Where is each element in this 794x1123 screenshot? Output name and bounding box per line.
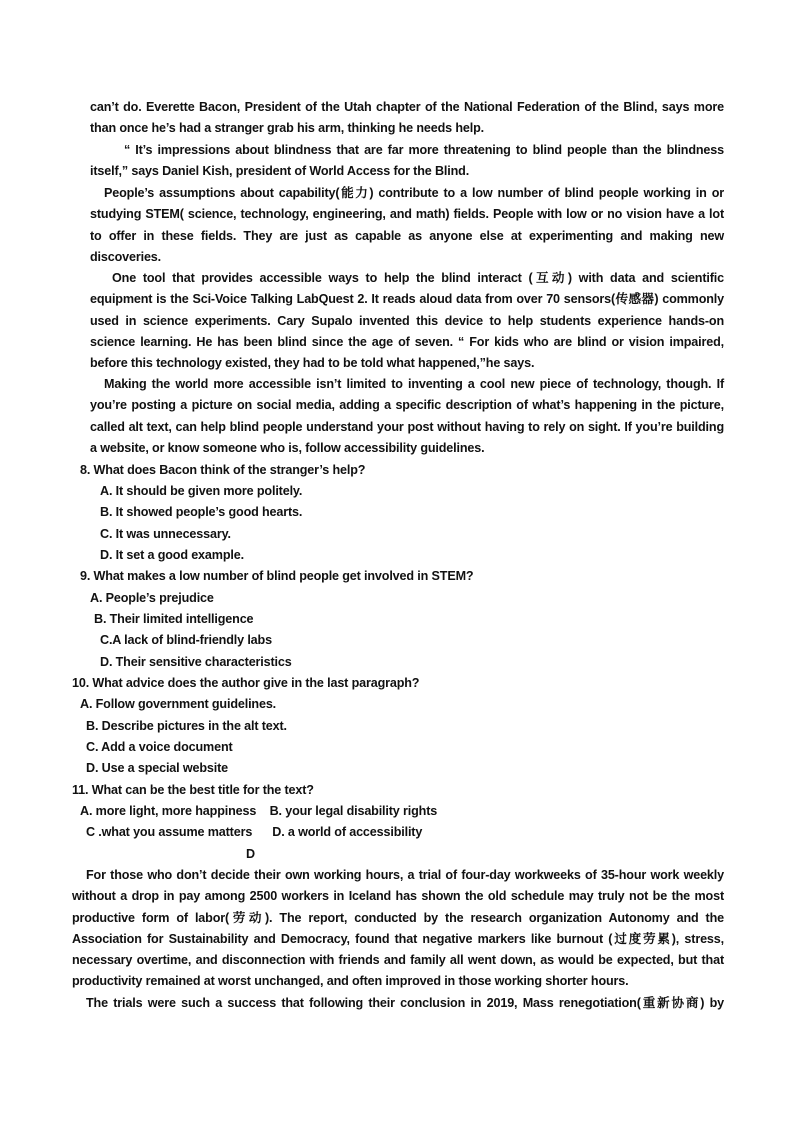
passage-c-paragraph-2: “ It’s impressions about blindness that are far more threatening to blind people than the blindness itself,” says Daniel Kish, president of World Access for the Blind. [90, 143, 724, 179]
passage-c-paragraph-1: can’t do. Everette Bacon, President of the Utah chapter of the National Federation of the Blind, says more than once he’s had a stranger grab his arm, thinking he needs help. [90, 100, 724, 136]
question-8-option-d: D. It set a good example. [100, 548, 244, 562]
question-9-option-d: D. Their sensitive characteristics [100, 655, 292, 669]
question-9-option-c: C.A lack of blind-friendly labs [100, 633, 272, 647]
question-9-stem: 9. What makes a low number of blind people get involved in STEM? [80, 569, 474, 583]
question-11-options-ab: A. more light, more happiness B. your legal disability rights [80, 804, 438, 818]
question-9-option-b: B. Their limited intelligence [94, 612, 254, 626]
passage-c-paragraph-4: One tool that provides accessible ways to help the blind interact (互动) with data and scientific equipment is the Sci-Voice Talking LabQuest 2. It reads aloud data from over 70 sensors(传感器) commonly used in science experiments. Cary Supalo invented this device to help students experience hands-on science learning. He has been blind since the age of seven. “ For kids who are blind or vision impaired, before this technology existed, they had to be told what happened,”he says. [90, 271, 724, 371]
question-10-option-d: D. Use a special website [86, 761, 228, 775]
passage-c-paragraph-3: People’s assumptions about capability(能力) contribute to a low number of blind people working in or studying STEM( science, technology, engineering, and math) fields. People with low or no vision have a lot to offer in these fields. They are just as capable as anyone else at experimenting and making new discoveries. [90, 186, 724, 264]
question-11-stem: 11. What can be the best title for the text? [72, 783, 314, 797]
question-10-option-a: A. Follow government guidelines. [80, 697, 277, 711]
question-8-option-c: C. It was unnecessary. [100, 527, 231, 541]
passage-d-label: D [246, 847, 255, 861]
question-8-option-b: B. It showed people’s good hearts. [100, 505, 303, 519]
passage-d-paragraph-2: The trials were such a success that following their conclusion in 2019, Mass renegotiation(重新协商) by [86, 996, 724, 1010]
question-8-stem: 8. What does Bacon think of the stranger’s help? [80, 463, 366, 477]
question-8-option-a: A. It should be given more politely. [100, 484, 303, 498]
question-11-options-cd: C .what you assume matters D. a world of accessibility [86, 825, 423, 839]
question-9-option-a: A. People’s prejudice [90, 591, 214, 605]
passage-c-paragraph-5: Making the world more accessible isn’t limited to inventing a cool new piece of technology, though. If you’re posting a picture on social media, adding a specific description of what’s happening in the picture, called alt text, can help blind people understand your post without having to rely on sight. If you’re building a website, or know someone who is, follow accessibility guidelines. [90, 377, 724, 455]
question-10-option-b: B. Describe pictures in the alt text. [86, 719, 287, 733]
question-10-option-c: C. Add a voice document [86, 740, 233, 754]
question-10-stem: 10. What advice does the author give in the last paragraph? [72, 676, 420, 690]
passage-d-paragraph-1: For those who don’t decide their own working hours, a trial of four-day workweeks of 35-hour work weekly without a drop in pay among 2500 workers in Iceland has shown the old schedule may truly not be the most productive form of labor(劳动). The report, conducted by the research organization Autonomy and the Association for Sustainability and Democracy, found that negative markers like burnout (过度劳累), stress, necessary overtime, and disconnection with friends and family all went down, as would be expected, but that productivity remained at worst unchanged, and often improved in those working shorter hours. [72, 868, 724, 989]
